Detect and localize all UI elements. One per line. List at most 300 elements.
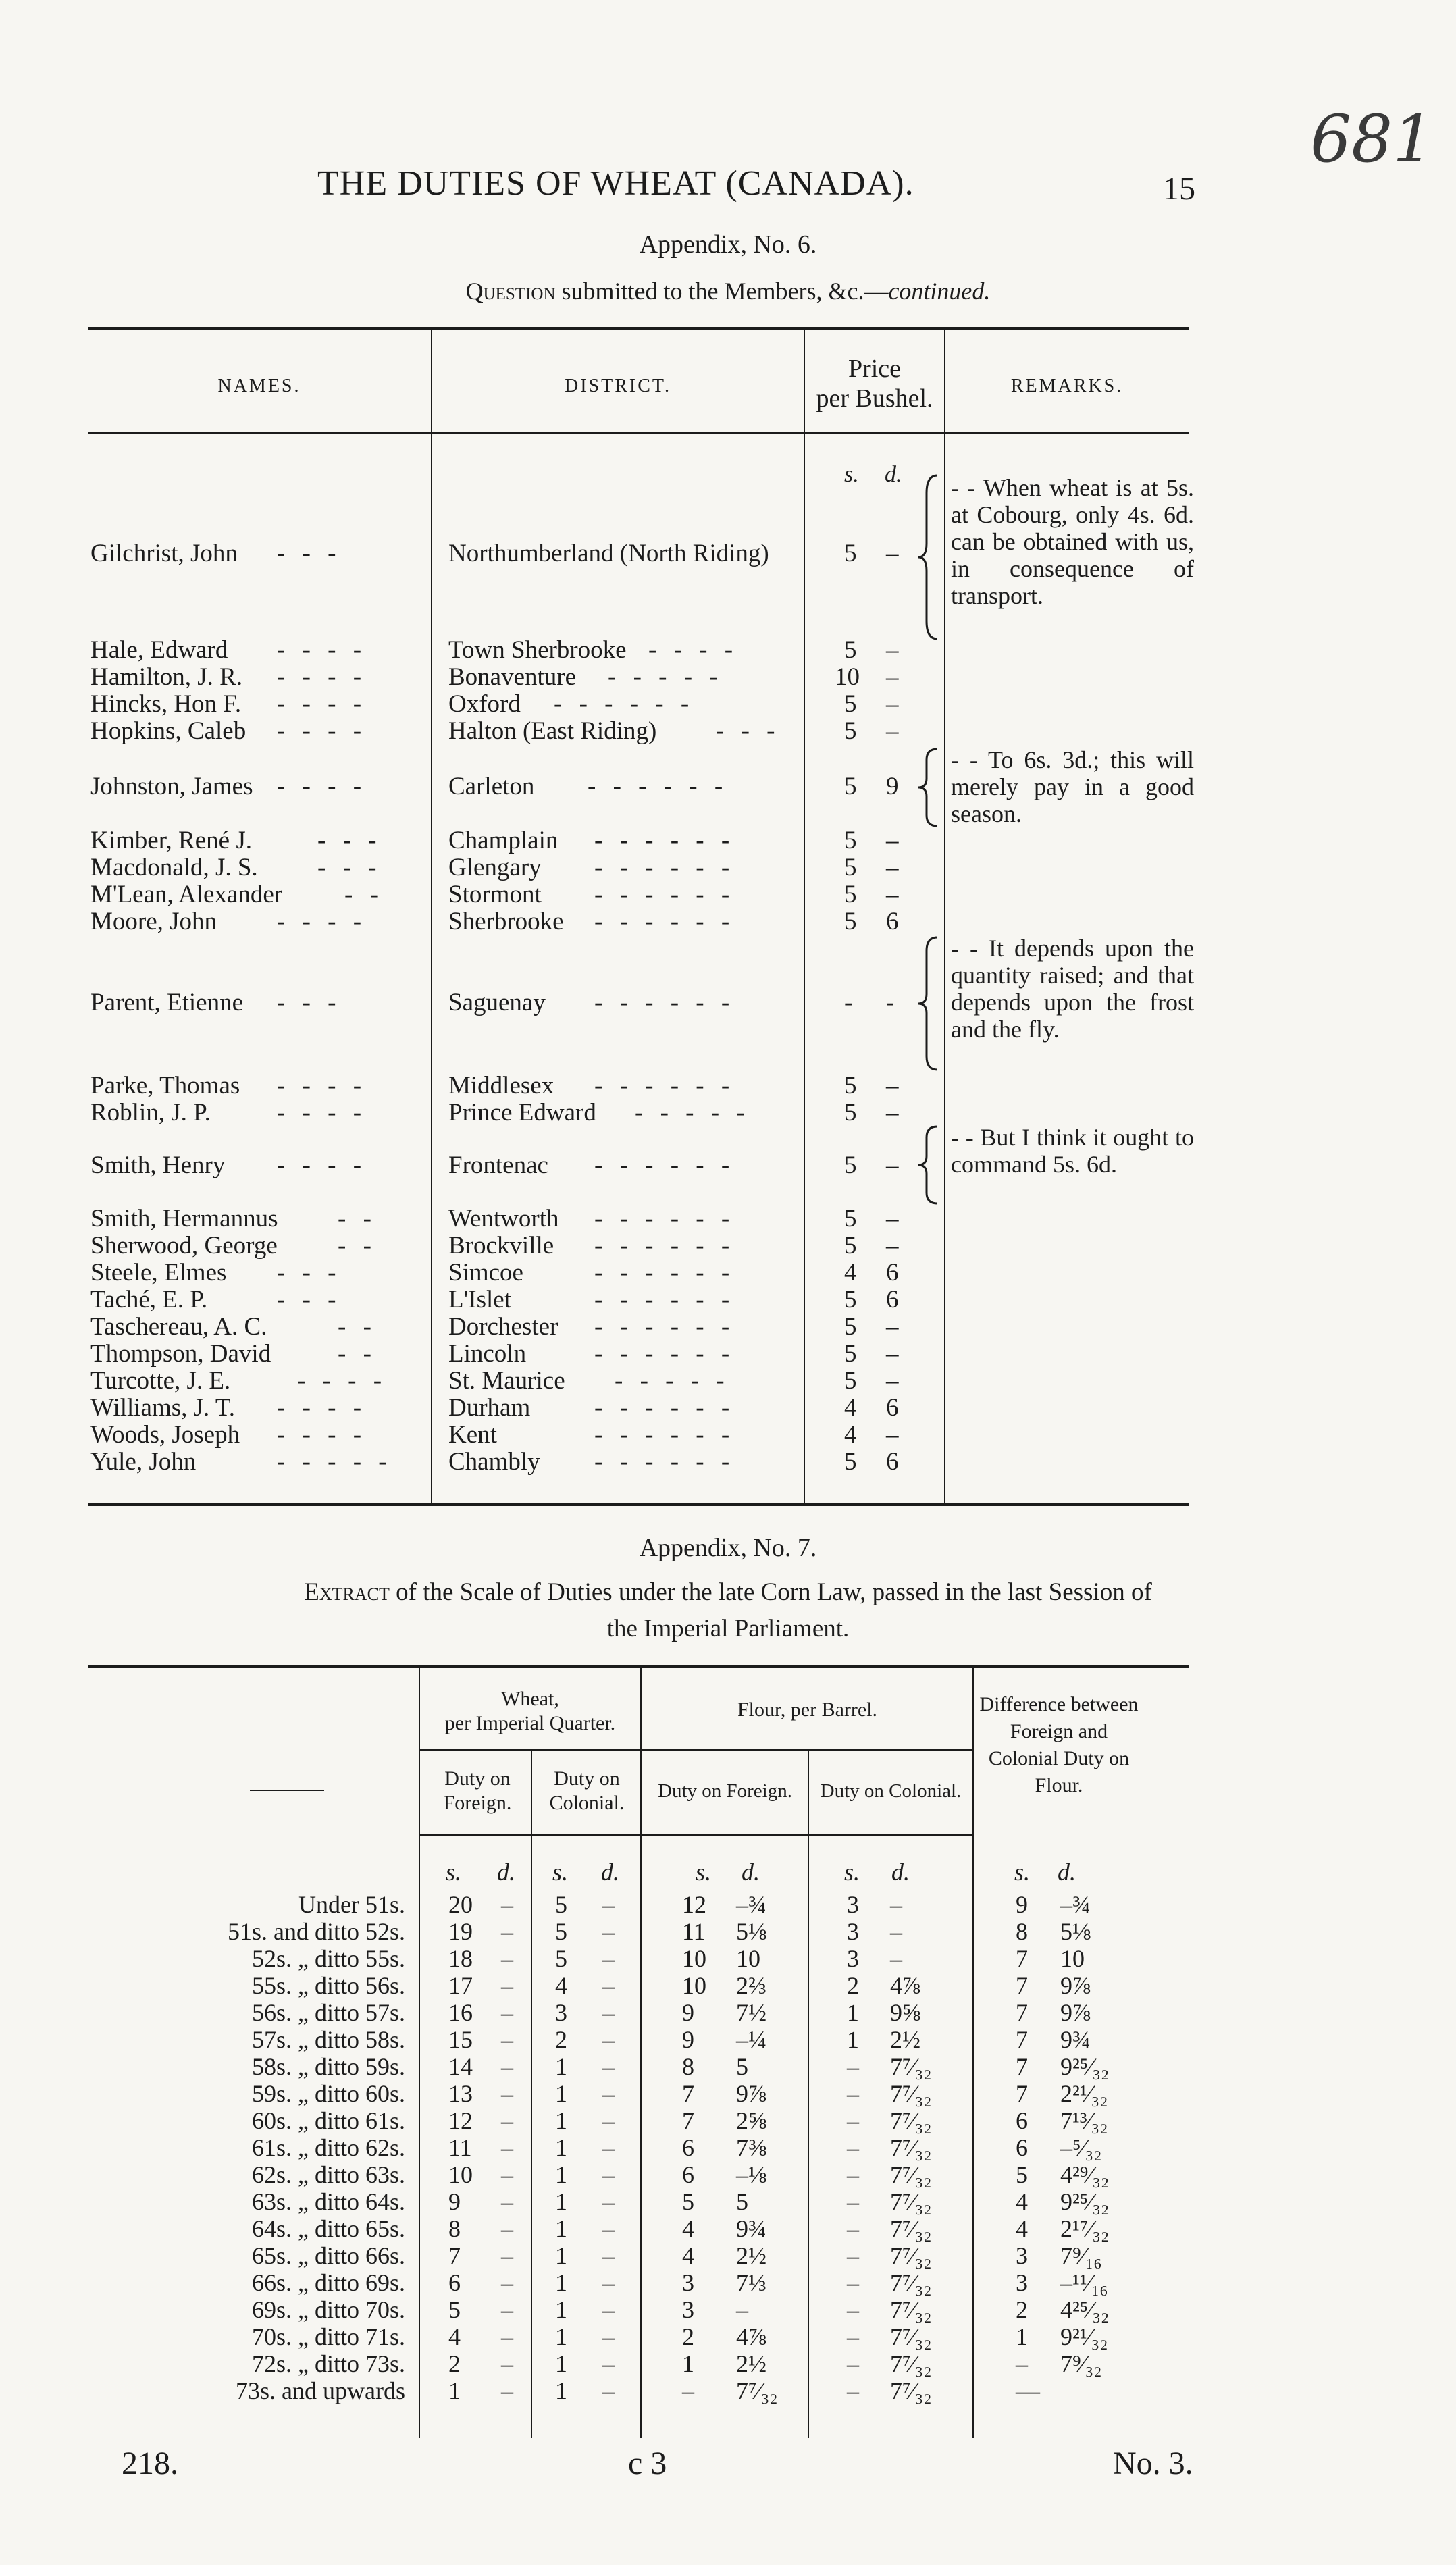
leader-dots: - - - - - - <box>594 1448 735 1476</box>
wheat-foreign-d: – <box>501 2377 513 2404</box>
difference-s: 4 <box>1016 2215 1028 2242</box>
price-range: 66s. „ ditto 69s. <box>251 2269 405 2296</box>
flour-colonial-d: 2½ <box>890 2026 920 2053</box>
wheat-foreign-d: – <box>501 2134 513 2161</box>
table-row <box>0 908 1456 935</box>
flour-colonial-d: 7⁷⁄₃₂ <box>890 2080 932 2107</box>
wheat-colonial-d: – <box>602 1999 615 2026</box>
difference-s: 7 <box>1016 1945 1028 1972</box>
leader-dots: - - - - <box>277 1394 367 1422</box>
difference-s: 4 <box>1016 2188 1028 2215</box>
flour-foreign-d: 2⅝ <box>736 2107 766 2134</box>
table-row <box>0 718 1456 745</box>
price-s: 10 <box>835 663 860 691</box>
wheat-colonial-s: 5 <box>555 1945 567 1972</box>
price-range: 62s. „ ditto 63s. <box>251 2161 405 2188</box>
leader-dots: - - - - - - <box>594 989 735 1016</box>
leader-dots: - - - - <box>277 773 367 800</box>
table-row <box>0 1341 1456 1368</box>
flour-colonial-s: – <box>847 2323 859 2350</box>
wheat-colonial-s: 5 <box>555 1891 567 1918</box>
flour-colonial-s: – <box>847 2161 859 2188</box>
difference-d: 9²⁵⁄₃₂ <box>1060 2053 1110 2080</box>
leader-dots: - - <box>338 1313 377 1341</box>
wheat-foreign-d: – <box>501 2350 513 2377</box>
leader-dots: - - - <box>277 1259 342 1287</box>
wheat-colonial-d: – <box>602 2296 615 2323</box>
brace-icon <box>917 935 944 1073</box>
header-wheat-line2: per Imperial Quarter. <box>444 1712 616 1734</box>
wheat-colonial-d: – <box>602 2215 615 2242</box>
table-row <box>0 1368 1456 1395</box>
price-d: – <box>886 854 899 881</box>
leader-dots: - - - - <box>277 1099 367 1126</box>
header-wheat-foreign: Duty on Foreign. <box>443 1767 512 1814</box>
footer-left: 218. <box>122 2445 178 2481</box>
flour-foreign-d: –⅛ <box>736 2161 766 2188</box>
table-row <box>0 1945 1456 1972</box>
price-range: 59s. „ ditto 60s. <box>251 2080 405 2107</box>
table-row <box>0 1449 1456 1476</box>
flour-colonial-d: – <box>890 1918 902 1945</box>
difference-d: 2¹⁷⁄₃₂ <box>1060 2215 1110 2242</box>
flour-colonial-s: 1 <box>847 2026 859 2053</box>
difference-s: 7 <box>1016 2080 1028 2107</box>
header-district: DISTRICT. <box>565 375 671 396</box>
table-row <box>0 1287 1456 1314</box>
price-s: 5 <box>844 854 857 881</box>
member-name: Parke, Thomas <box>90 1072 240 1099</box>
difference-d: 5⅛ <box>1060 1918 1091 1945</box>
difference-s: 2 <box>1016 2296 1028 2323</box>
unit-d: d. <box>601 1859 619 1886</box>
wheat-colonial-s: 3 <box>555 1999 567 2026</box>
flour-colonial-s: 1 <box>847 1999 859 2026</box>
header-wheat-colonial: Duty on Colonial. <box>549 1767 625 1814</box>
member-name: M'Lean, Alexander <box>90 881 283 908</box>
table1-top-rule <box>88 327 1189 330</box>
unit-d: d. <box>1058 1859 1076 1886</box>
member-name: Hincks, Hon F. <box>90 690 242 718</box>
leader-dots: - - - - <box>277 663 367 691</box>
table-row <box>0 773 1456 800</box>
flour-colonial-d: – <box>890 1945 902 1972</box>
wheat-colonial-s: 1 <box>555 2242 567 2269</box>
subtitle-smallcaps: Question <box>465 278 556 305</box>
table-row <box>0 2188 1456 2215</box>
difference-d: 10 <box>1060 1945 1085 1972</box>
unit-d: d. <box>742 1859 760 1886</box>
header-names: NAMES. <box>217 375 301 396</box>
footer-center: c 3 <box>628 2445 667 2481</box>
wheat-foreign-s: 10 <box>448 2161 473 2188</box>
wheat-foreign-d: – <box>501 2080 513 2107</box>
difference-d: 9⅞ <box>1060 1972 1091 1999</box>
price-range: 60s. „ ditto 61s. <box>251 2107 405 2134</box>
wheat-colonial-d: – <box>602 2269 615 2296</box>
price-range: 56s. „ ditto 57s. <box>251 1999 405 2026</box>
table-row <box>0 2026 1456 2053</box>
flour-foreign-d: 2⅔ <box>736 1972 766 1999</box>
district: Halton (East Riding) <box>448 717 657 745</box>
leader-dots: - - - <box>277 989 342 1016</box>
wheat-foreign-s: 4 <box>448 2323 461 2350</box>
leader-dots: - - <box>338 1340 377 1368</box>
flour-colonial-d: 7⁷⁄₃₂ <box>890 2053 932 2080</box>
wheat-foreign-d: – <box>501 2188 513 2215</box>
price-s: 4 <box>844 1421 857 1449</box>
leader-dots: - - - - <box>648 636 739 664</box>
price-d: 9 <box>886 773 899 800</box>
difference-d: 9²¹⁄₃₂ <box>1060 2323 1108 2350</box>
flour-foreign-s: 7 <box>682 2107 694 2134</box>
leader-dots: - - - - <box>277 717 367 745</box>
leader-dots: - - - - - - <box>594 1421 735 1449</box>
wheat-colonial-s: 2 <box>555 2026 567 2053</box>
wheat-colonial-s: 1 <box>555 2350 567 2377</box>
flour-foreign-s: 6 <box>682 2134 694 2161</box>
price-s: 5 <box>844 1367 857 1395</box>
flour-foreign-d: –¼ <box>736 2026 766 2053</box>
flour-colonial-d: – <box>890 1891 902 1918</box>
flour-foreign-s: 8 <box>682 2053 694 2080</box>
difference-s: 9 <box>1016 1891 1028 1918</box>
member-name: Kimber, René J. <box>90 827 252 854</box>
price-range: 61s. „ ditto 62s. <box>251 2134 405 2161</box>
price-range: 58s. „ ditto 59s. <box>251 2053 405 2080</box>
member-name: Johnston, James <box>90 773 253 800</box>
header-remarks: REMARKS. <box>1010 375 1124 396</box>
table-row <box>0 2269 1456 2296</box>
wheat-foreign-d: – <box>501 1999 513 2026</box>
member-name: Hale, Edward <box>90 636 228 664</box>
difference-s: 7 <box>1016 1999 1028 2026</box>
difference-s: 1 <box>1016 2323 1028 2350</box>
flour-foreign-d: 7⁷⁄₃₂ <box>736 2377 778 2404</box>
difference-d: 9⅞ <box>1060 1999 1091 2026</box>
price-d: 6 <box>886 1448 899 1476</box>
leader-dots: - - - - - - <box>594 1394 735 1422</box>
member-name: Hamilton, J. R. <box>90 663 243 691</box>
wheat-colonial-s: 1 <box>555 2134 567 2161</box>
wheat-colonial-d: – <box>602 2134 615 2161</box>
price-s: 5 <box>844 881 857 908</box>
unit-s: s. <box>844 462 859 487</box>
wheat-colonial-d: – <box>602 2026 615 2053</box>
price-d: – <box>886 540 899 567</box>
leader-dots: - - - - - - <box>594 1286 735 1314</box>
difference-s: 6 <box>1016 2107 1028 2134</box>
table-row <box>0 637 1456 664</box>
wheat-colonial-d: – <box>602 2053 615 2080</box>
difference-d: –¾ <box>1060 1891 1091 1918</box>
flour-colonial-d: 4⅞ <box>890 1972 920 1999</box>
leader-dots: - - - - <box>277 1421 367 1449</box>
flour-foreign-s: 3 <box>682 2269 694 2296</box>
wheat-foreign-d: – <box>501 2269 513 2296</box>
flour-colonial-d: 7⁷⁄₃₂ <box>890 2323 932 2350</box>
price-range: 70s. „ ditto 71s. <box>251 2323 405 2350</box>
subtitle-italic: continued. <box>888 278 991 305</box>
leader-dots: - - - - <box>277 690 367 718</box>
wheat-foreign-d: – <box>501 1972 513 1999</box>
table-row <box>0 1314 1456 1341</box>
leader-dots: - - - - <box>277 1151 367 1179</box>
table-row <box>0 881 1456 908</box>
district: Chambly <box>448 1448 540 1476</box>
price-range: 69s. „ ditto 70s. <box>251 2296 405 2323</box>
flour-colonial-d: 7⁷⁄₃₂ <box>890 2377 932 2404</box>
wheat-foreign-d: – <box>501 1945 513 1972</box>
flour-colonial-s: – <box>847 2080 859 2107</box>
district: Frontenac <box>448 1151 548 1179</box>
flour-foreign-s: 9 <box>682 2026 694 2053</box>
flour-foreign-s: 3 <box>682 2296 694 2323</box>
district: Town Sherbrooke <box>448 636 627 664</box>
leader-dots: - - - - - - <box>594 1259 735 1287</box>
price-range: Under 51s. <box>298 1891 405 1918</box>
difference-d: 7⁹⁄₁₆ <box>1060 2242 1102 2269</box>
wheat-colonial-s: 1 <box>555 2107 567 2134</box>
wheat-colonial-s: 1 <box>555 2161 567 2188</box>
flour-foreign-s: 11 <box>682 1918 706 1945</box>
flour-foreign-d: 4⅞ <box>736 2323 766 2350</box>
district: Dorchester <box>448 1313 558 1341</box>
wheat-colonial-d: – <box>602 2323 615 2350</box>
unit-d: d. <box>891 1859 910 1886</box>
price-d: 6 <box>886 908 899 935</box>
price-s: 5 <box>844 1072 857 1099</box>
appendix-7-intro-line1 <box>0 1578 1456 1607</box>
table-row <box>0 540 1456 567</box>
flour-foreign-d: 5⅛ <box>736 1918 766 1945</box>
price-range: 64s. „ ditto 65s. <box>251 2215 405 2242</box>
leader-dots: - - - <box>317 827 382 854</box>
difference-s: 7 <box>1016 1972 1028 1999</box>
wheat-foreign-d: – <box>501 2296 513 2323</box>
wheat-colonial-s: 1 <box>555 2215 567 2242</box>
price-d: – <box>886 827 899 854</box>
wheat-foreign-s: 17 <box>448 1972 473 1999</box>
member-name: Roblin, J. P. <box>90 1099 211 1126</box>
flour-foreign-d: 7⅓ <box>736 2269 766 2296</box>
wheat-foreign-s: 20 <box>448 1891 473 1918</box>
header-price <box>805 354 944 413</box>
wheat-foreign-s: 13 <box>448 2080 473 2107</box>
table-row <box>0 2215 1456 2242</box>
district: Champlain <box>448 827 558 854</box>
price-d: 6 <box>886 1394 899 1422</box>
member-name: Smith, Henry <box>90 1151 226 1179</box>
member-name: Yule, John <box>90 1448 197 1476</box>
difference-d: –⁵⁄₃₂ <box>1060 2134 1102 2161</box>
district: Wentworth <box>448 1205 559 1233</box>
flour-foreign-s: 2 <box>682 2323 694 2350</box>
flour-colonial-s: – <box>847 2215 859 2242</box>
difference-d: 4²⁹⁄₃₂ <box>1060 2161 1110 2188</box>
flour-colonial-s: 2 <box>847 1972 859 1999</box>
table1-bottom-rule <box>88 1503 1189 1506</box>
leader-dots: - - - - - - <box>594 908 735 935</box>
intro-rest: of the Scale of Duties under the late Corn Law, passed in the last Session of <box>396 1578 1152 1606</box>
wheat-colonial-d: – <box>602 2161 615 2188</box>
wheat-foreign-d: – <box>501 1891 513 1918</box>
wheat-foreign-s: 18 <box>448 1945 473 1972</box>
running-head: THE DUTIES OF WHEAT (CANADA). <box>317 164 914 203</box>
table-row <box>0 1099 1456 1126</box>
wheat-foreign-d: – <box>501 2026 513 2053</box>
district: Bonaventure <box>448 663 577 691</box>
brace-icon <box>917 1124 944 1206</box>
price-d: – <box>886 1421 899 1449</box>
price-s: 5 <box>844 1313 857 1341</box>
flour-colonial-d: 7⁷⁄₃₂ <box>890 2350 932 2377</box>
difference-s: – <box>1016 2350 1028 2377</box>
flour-colonial-s: – <box>847 2107 859 2134</box>
price-s: 5 <box>844 1099 857 1126</box>
district: L'Islet <box>448 1286 511 1314</box>
unit-s: s. <box>1014 1859 1031 1886</box>
price-d: – <box>886 1099 899 1126</box>
wheat-colonial-d: – <box>602 2107 615 2134</box>
member-name: Turcotte, J. E. <box>90 1367 231 1395</box>
price-d: – <box>886 1205 899 1233</box>
member-name: Taschereau, A. C. <box>90 1313 267 1341</box>
footer-right: No. 3. <box>1113 2445 1193 2481</box>
intro-smallcaps: Extract <box>304 1578 390 1606</box>
flour-colonial-d: 7⁷⁄₃₂ <box>890 2296 932 2323</box>
wheat-foreign-s: 16 <box>448 1999 473 2026</box>
table-row <box>0 1233 1456 1260</box>
price-s: - <box>844 989 853 1016</box>
difference-s: 3 <box>1016 2269 1028 2296</box>
appendix-6-title: Appendix, No. 6. <box>639 230 817 259</box>
member-name: Thompson, David <box>90 1340 271 1368</box>
flour-colonial-s: – <box>847 2350 859 2377</box>
member-name: Steele, Elmes <box>90 1259 227 1287</box>
difference-s: — <box>1016 2377 1040 2404</box>
wheat-foreign-s: 11 <box>448 2134 472 2161</box>
flour-colonial-d: 7⁷⁄₃₂ <box>890 2215 932 2242</box>
table-row <box>0 1152 1456 1179</box>
flour-foreign-d: 7⅜ <box>736 2134 766 2161</box>
table-row <box>0 2323 1456 2350</box>
price-d: – <box>886 717 899 745</box>
leader-dots: - - - <box>277 540 342 567</box>
flour-colonial-d: 7⁷⁄₃₂ <box>890 2269 932 2296</box>
difference-d: 7⁹⁄₃₂ <box>1060 2350 1102 2377</box>
wheat-foreign-s: 19 <box>448 1918 473 1945</box>
wheat-colonial-s: 1 <box>555 2080 567 2107</box>
price-range: 63s. „ ditto 64s. <box>251 2188 405 2215</box>
table-row <box>0 2242 1456 2269</box>
price-range: 52s. „ ditto 55s. <box>251 1945 405 1972</box>
unit-s: s. <box>446 1859 462 1886</box>
remark-smith-henry: - - But I think it ought to command 5s. 6d. <box>951 1124 1194 1178</box>
leader-dots: - - - - - - <box>594 1340 735 1368</box>
member-name: Gilchrist, John <box>90 540 238 567</box>
wheat-foreign-d: – <box>501 2053 513 2080</box>
table-row <box>0 1999 1456 2026</box>
price-d: – <box>886 881 899 908</box>
price-s: 5 <box>844 636 857 664</box>
wheat-foreign-d: – <box>501 2323 513 2350</box>
leader-dots: - - - - - - <box>594 881 735 908</box>
flour-colonial-s: – <box>847 2134 859 2161</box>
member-name: Hopkins, Caleb <box>90 717 246 745</box>
handwritten-folio-number: 681 <box>1310 101 1434 177</box>
price-range: 51s. and ditto 52s. <box>227 1918 405 1945</box>
district: Saguenay <box>448 989 546 1016</box>
flour-foreign-d: 2½ <box>736 2242 766 2269</box>
header-price-line2: per Bushel. <box>816 384 933 413</box>
table-row <box>0 1395 1456 1422</box>
unit-s: s. <box>552 1859 569 1886</box>
price-s: 4 <box>844 1394 857 1422</box>
price-d: – <box>886 663 899 691</box>
table2-stub-dash <box>250 1790 324 1791</box>
price-s: 5 <box>844 1448 857 1476</box>
table2-header-rule <box>420 1834 972 1836</box>
leader-dots: - - - - - - <box>554 690 695 718</box>
wheat-colonial-d: – <box>602 1945 615 1972</box>
flour-foreign-d: 7½ <box>736 1999 766 2026</box>
leader-dots: - - - - <box>277 1072 367 1099</box>
header-price-line1: Price <box>848 355 902 383</box>
district: Brockville <box>448 1232 554 1260</box>
wheat-colonial-d: – <box>602 2188 615 2215</box>
table-row <box>0 1972 1456 1999</box>
table2-subheader-rule <box>420 1749 972 1751</box>
price-d: – <box>886 690 899 718</box>
wheat-foreign-d: – <box>501 2107 513 2134</box>
flour-foreign-s: 7 <box>682 2080 694 2107</box>
leader-dots: - - - - - <box>608 663 723 691</box>
leader-dots: - - - - - - <box>594 1072 735 1099</box>
table-row <box>0 2080 1456 2107</box>
member-name: Sherwood, George <box>90 1232 278 1260</box>
leader-dots: - - - - <box>277 908 367 935</box>
difference-s: 6 <box>1016 2134 1028 2161</box>
wheat-colonial-d: – <box>602 1972 615 1999</box>
wheat-foreign-d: – <box>501 2215 513 2242</box>
leader-dots: - - <box>344 881 384 908</box>
leader-dots: - - <box>338 1232 377 1260</box>
brace-icon <box>917 746 944 829</box>
leader-dots: - - - - - - <box>594 1313 735 1341</box>
price-d: – <box>886 1151 899 1179</box>
district: Glengary <box>448 854 542 881</box>
table-row <box>0 691 1456 718</box>
wheat-foreign-s: 15 <box>448 2026 473 2053</box>
price-s: 5 <box>844 773 857 800</box>
wheat-foreign-s: 2 <box>448 2350 461 2377</box>
wheat-foreign-s: 14 <box>448 2053 473 2080</box>
price-s: 5 <box>844 717 857 745</box>
district: Oxford <box>448 690 521 718</box>
flour-foreign-d: – <box>736 2296 748 2323</box>
wheat-colonial-d: – <box>602 2242 615 2269</box>
header-flour: Flour, per Barrel. <box>737 1699 878 1721</box>
unit-s: s. <box>844 1859 860 1886</box>
table-row <box>0 1891 1456 1918</box>
leader-dots: - - - - <box>277 636 367 664</box>
flour-colonial-d: 7⁷⁄₃₂ <box>890 2242 932 2269</box>
flour-foreign-s: 10 <box>682 1972 706 1999</box>
flour-colonial-s: – <box>847 2296 859 2323</box>
flour-foreign-s: 4 <box>682 2242 694 2269</box>
district: Durham <box>448 1394 531 1422</box>
